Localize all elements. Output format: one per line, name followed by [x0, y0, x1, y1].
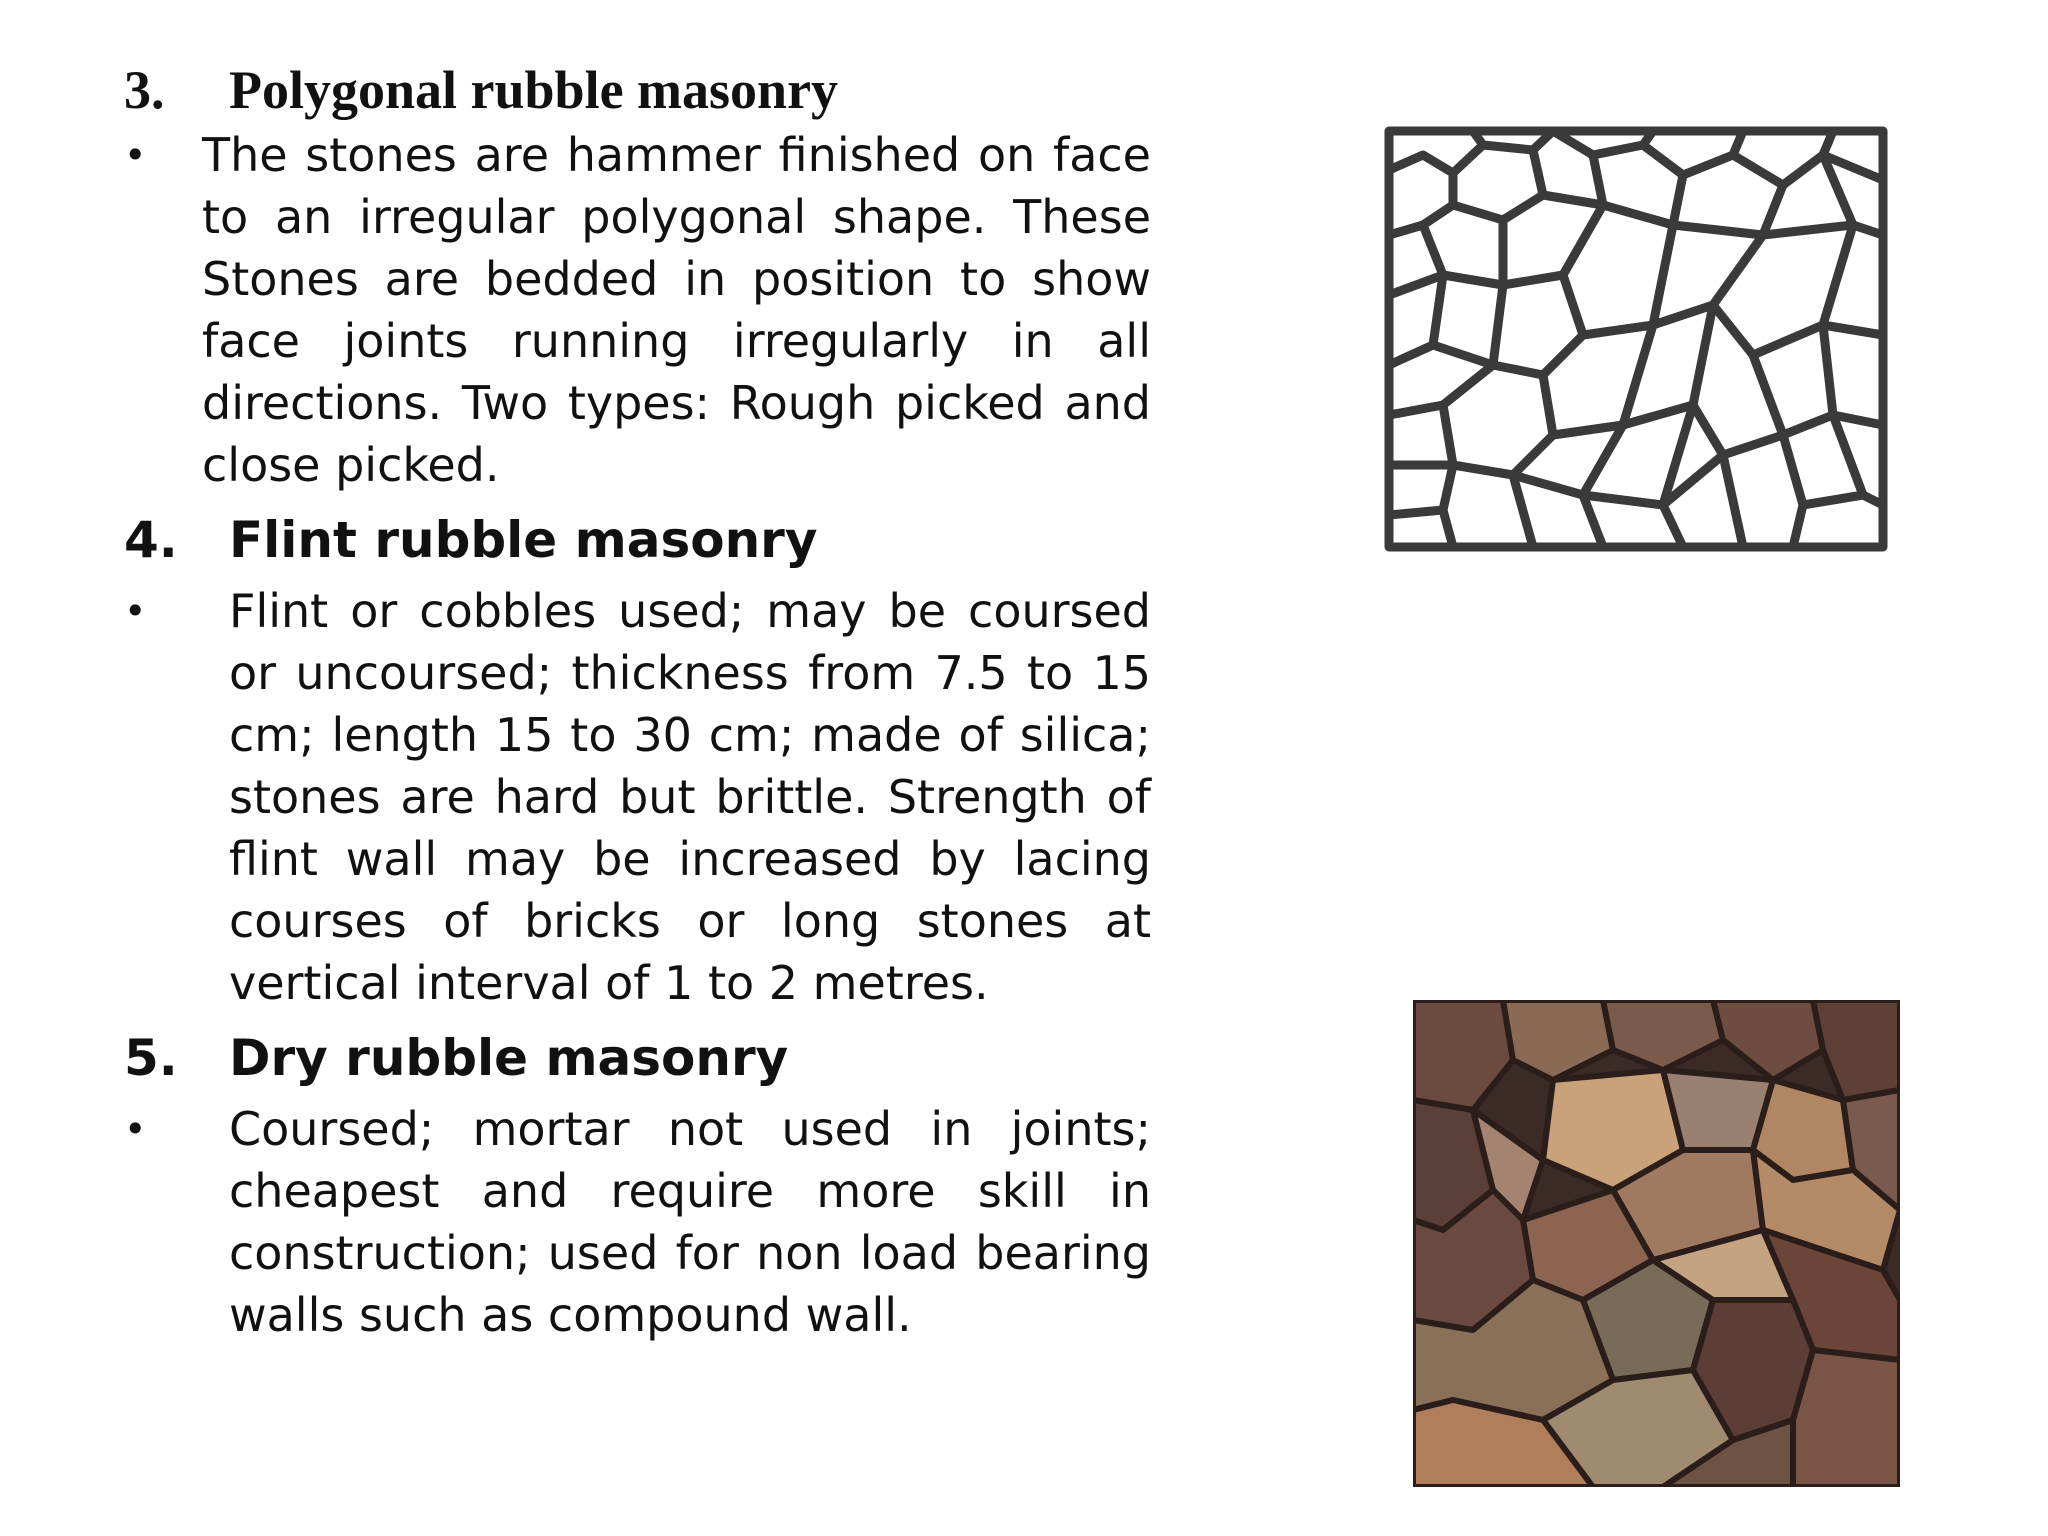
section-title: Polygonal rubble masonry: [229, 60, 839, 120]
section-body: The stones are hammer finished on face to an irregular polygonal shape. These Stones are bedded in position to show face joints running irregularly in all directions. Two types: Rough picked and close picked.: [202, 128, 1151, 492]
section-title: Flint rubble masonry: [229, 511, 818, 569]
section-bullet-flint: [124, 580, 1151, 1014]
bullet-icon: •: [124, 1107, 147, 1151]
section-bullet-dry: [124, 1098, 1151, 1346]
section-heading-polygonal: [124, 58, 1151, 122]
dry-rubble-masonry-photo: [1413, 1000, 1900, 1487]
section-number: 3.: [124, 60, 165, 120]
section-bullet-polygonal: [124, 124, 1151, 496]
section-number: 4.: [124, 511, 178, 569]
section-heading-flint: [124, 508, 1151, 572]
section-number: 5.: [124, 1029, 178, 1087]
section-title: Dry rubble masonry: [229, 1029, 789, 1087]
section-body: Flint or cobbles used; may be coursed or uncoursed; thickness from 7.5 to 15 cm; length 15 to 30 cm; made of silica; stones are hard but brittle. Strength of flint wall may be increased by lacing courses of bricks or long stones at vertical interval of 1 to 2 metres.: [229, 584, 1151, 1010]
section-heading-dry: [124, 1026, 1151, 1090]
bullet-icon: •: [124, 589, 147, 633]
section-body: Coursed; mortar not used in joints; cheapest and require more skill in construction; used for non load bearing walls such as compound wall.: [229, 1102, 1151, 1342]
bullet-icon: •: [124, 133, 147, 177]
polygonal-masonry-drawing: [1383, 125, 1889, 553]
text-column: [124, 58, 1151, 1358]
